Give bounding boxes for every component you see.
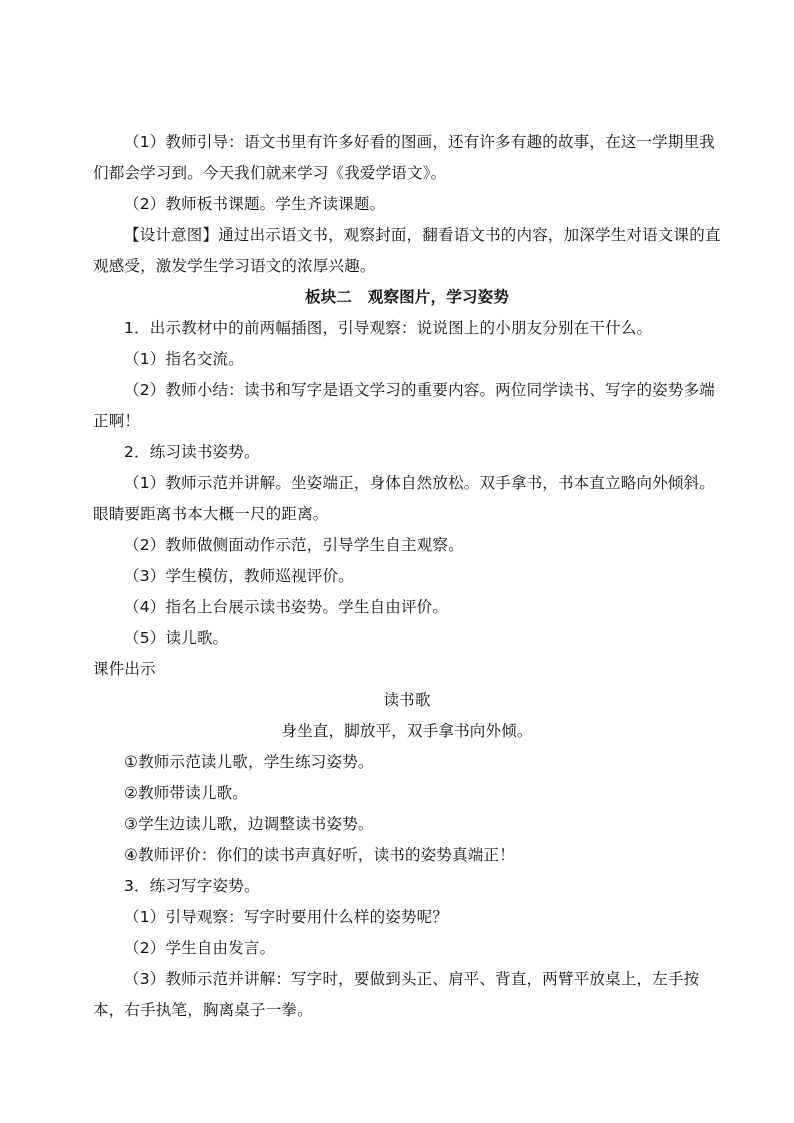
paragraph-step-2-3: （3）学生模仿，教师巡视评价。 (124, 567, 354, 585)
paragraph-step-2-1: （1）教师示范并讲解。坐姿端正，身体自然放松。双手拿书，书本直立略向外倾斜。眼睛要距离书本大概一尺的距离。 (93, 474, 715, 523)
paragraph-step-2-4: （4）指名上台展示读书姿势。学生自由评价。 (124, 598, 449, 616)
poem-title: 读书歌 (383, 691, 431, 709)
paragraph-step-2: 2．练习读书姿势。 (124, 443, 260, 461)
document-body (93, 127, 721, 1026)
paragraph-poem-step-2: ②教师带读儿歌。 (124, 784, 248, 802)
paragraph-step-3: 3．练习写字姿势。 (124, 877, 260, 895)
paragraph-teacher-intro: （1）教师引导：语文书里有许多好看的图画，还有许多有趣的故事，在这一学期里我们都会学习到。今天我们就来学习《我爱学语文》。 (93, 133, 715, 182)
paragraph-step-2-5: （5）读儿歌。 (124, 629, 229, 647)
paragraph-poem-step-4: ④教师评价：你们的读书声真好听，读书的姿势真端正！ (124, 846, 515, 864)
paragraph-step-2-2: （2）教师做侧面动作示范，引导学生自主观察。 (124, 536, 464, 554)
section-heading-block-two: 板块二 观察图片，学习姿势 (304, 288, 510, 306)
paragraph-step-3-1: （1）引导观察：写字时要用什么样的姿势呢？ (124, 908, 449, 926)
paragraph-board-title: （2）教师板书课题。学生齐读课题。 (124, 195, 386, 213)
paragraph-step-3-2: （2）学生自由发言。 (124, 939, 276, 957)
paragraph-poem-step-1: ①教师示范读儿歌，学生练习姿势。 (124, 753, 374, 771)
paragraph-step-3-3: （3）教师示范并讲解：写字时，要做到头正、肩平、背直，两臂平放桌上，左手按本，右手执笔，胸离桌子一拳。 (93, 970, 700, 1019)
paragraph-poem-step-3: ③学生边读儿歌，边调整读书姿势。 (124, 815, 374, 833)
paragraph-courseware: 课件出示 (93, 660, 156, 678)
paragraph-step-1-2: （2）教师小结：读书和写字是语文学习的重要内容。两位同学读书、写字的姿势多端正啊！ (93, 381, 715, 430)
poem-line: 身坐直，脚放平，双手拿书向外倾。 (281, 722, 533, 740)
paragraph-design-intent: 【设计意图】通过出示语文书，观察封面，翻看语文书的内容，加深学生对语文课的直观感受，激发学生学习语文的浓厚兴趣。 (93, 226, 721, 275)
paragraph-step-1: 1．出示教材中的前两幅插图，引导观察：说说图上的小朋友分别在干什么。 (124, 319, 653, 337)
paragraph-step-1-1: （1）指名交流。 (124, 350, 244, 368)
